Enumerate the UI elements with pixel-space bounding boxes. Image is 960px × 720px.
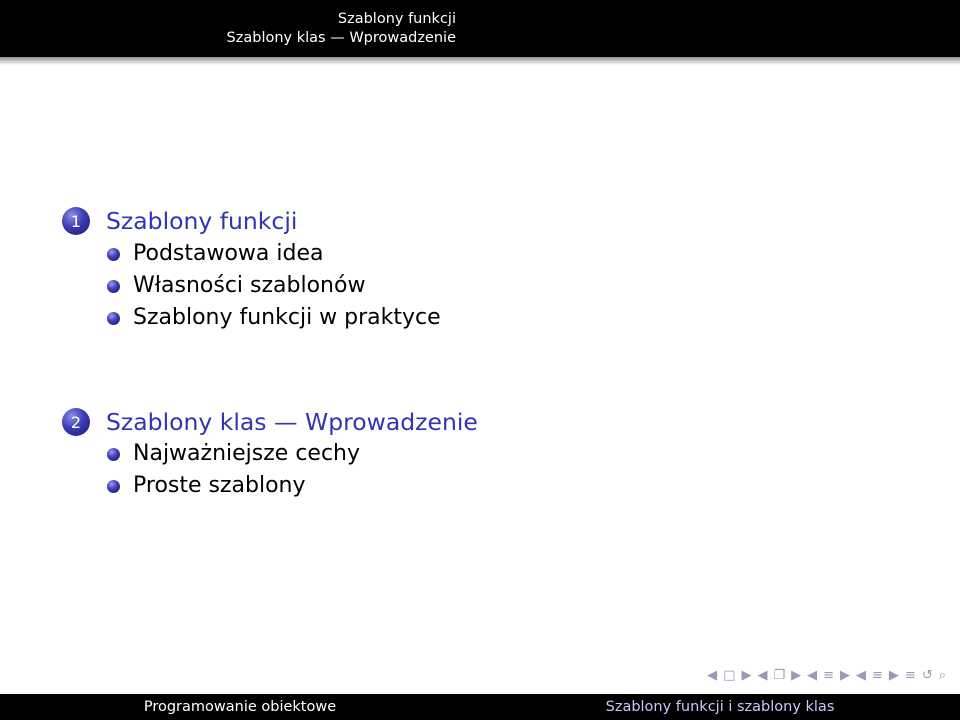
section-icon[interactable]: ≡ [823,668,834,683]
toc-section-2[interactable] [62,408,478,436]
bullet-ball-icon [107,480,120,493]
search-back-icon[interactable]: ↺ [921,668,933,683]
toc-subsection[interactable] [107,441,360,467]
bullet-ball-icon [107,280,120,293]
frame-icon[interactable]: □ [723,668,736,683]
toc-subsection[interactable] [107,473,306,499]
header-right [480,0,960,57]
footer-right: Szablony funkcji i szablony klas [480,694,960,720]
section-number-ball [62,207,90,235]
toc-subsection-title: Szablony funkcji w praktyce [133,305,441,330]
prev-subsection-icon[interactable]: ◀ [757,668,768,683]
toc-subsection-title: Najważniejsze cechy [133,441,361,466]
toc-subsection-title: Własności szablonów [133,273,366,298]
prev-section-icon[interactable]: ◀ [807,668,818,683]
section-number: 1 [70,211,82,231]
prev-frame-icon[interactable]: ◀ [707,668,718,683]
section-number-ball [62,408,90,436]
header-subsection-link[interactable]: Szablony klas — Wprowadzenie [226,29,456,46]
section-number: 2 [70,412,82,432]
toc-subsection-title: Podstawowa idea [133,241,324,266]
header-bar [0,0,960,57]
appendix-icon[interactable]: ≡ [904,668,916,683]
prev-section-icon[interactable]: ◀ [856,668,866,683]
bullet-ball-icon [107,448,120,461]
bullet-ball-icon [107,312,120,325]
toc-subsection-title: Proste szablony [133,473,306,498]
section-icon[interactable]: ≡ [872,668,883,683]
toc-section-title: Szablony funkcji [106,207,298,235]
next-section-icon[interactable]: ▶ [888,668,899,683]
header-shadow [0,57,960,65]
header-section-link[interactable]: Szablony funkcji [337,10,456,27]
toc-section-1[interactable] [62,207,297,235]
next-subsection-icon[interactable]: ▶ [791,668,802,683]
zoom-icon[interactable]: ⌕ [938,668,946,683]
bullet-ball-icon [107,248,120,261]
footer-bar [0,694,960,720]
navigation-symbols [707,668,946,683]
footer-left: Programowanie obiektowe [0,694,480,720]
next-section-icon[interactable]: ▶ [840,668,850,683]
toc-section-title: Szablony klas — Wprowadzenie [106,408,478,436]
toc-subsection[interactable] [107,273,365,299]
subsection-icon[interactable]: ❐ [773,668,786,683]
toc-subsection[interactable] [107,241,324,267]
next-frame-icon[interactable]: ▶ [741,668,752,683]
toc-subsection[interactable] [107,305,441,331]
header-left [0,0,480,57]
